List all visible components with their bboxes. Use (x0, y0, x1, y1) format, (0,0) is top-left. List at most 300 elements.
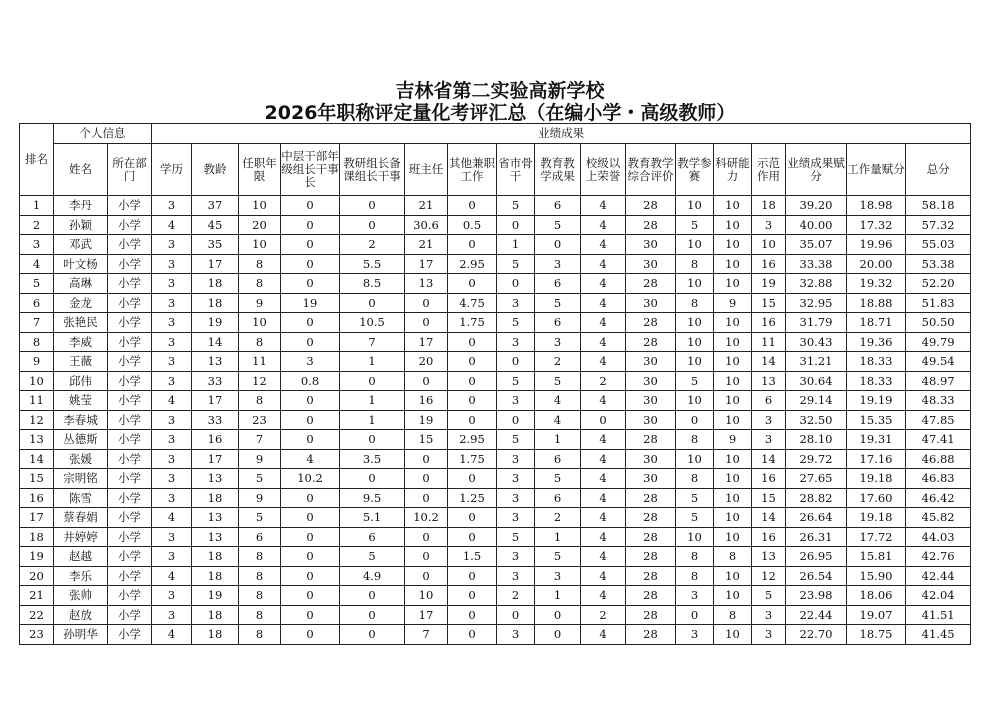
table-row (20, 527, 971, 547)
cell-other-duties: 0 (448, 410, 497, 430)
cell-workload-score: 19.36 (847, 332, 906, 352)
cell-competition: 10 (676, 352, 714, 372)
cell-research: 10 (714, 625, 752, 645)
cell-other-duties: 0 (448, 391, 497, 411)
cell-evaluation: 28 (626, 488, 676, 508)
cell-backbone: 3 (497, 293, 535, 313)
cell-total: 42.04 (906, 586, 971, 606)
cell-backbone: 3 (497, 566, 535, 586)
cell-education: 4 (152, 391, 192, 411)
cell-total: 58.18 (906, 196, 971, 216)
cell-education: 3 (152, 488, 192, 508)
cell-dept: 小学 (108, 449, 152, 469)
cell-dept: 小学 (108, 215, 152, 235)
cell-honors: 4 (581, 352, 626, 372)
cell-research-leader: 0 (340, 469, 405, 489)
cell-teaching-years: 45 (192, 215, 239, 235)
cell-teaching-years: 17 (192, 254, 239, 274)
cell-teaching-results: 0 (535, 605, 581, 625)
cell-rank: 8 (20, 332, 54, 352)
cell-research: 10 (714, 215, 752, 235)
cell-tenure: 8 (239, 254, 281, 274)
cell-competition: 10 (676, 527, 714, 547)
cell-competition: 0 (676, 605, 714, 625)
cell-tenure: 10 (239, 235, 281, 255)
cell-name: 赵放 (54, 605, 108, 625)
cell-name: 张帅 (54, 586, 108, 606)
cell-dept: 小学 (108, 625, 152, 645)
cell-tenure: 9 (239, 293, 281, 313)
cell-demonstration: 3 (752, 430, 786, 450)
cell-middle-cadre: 0 (281, 215, 340, 235)
cell-research: 10 (714, 488, 752, 508)
cell-research-leader: 1 (340, 391, 405, 411)
cell-evaluation: 28 (626, 215, 676, 235)
cell-middle-cadre: 0 (281, 527, 340, 547)
cell-honors: 4 (581, 527, 626, 547)
header-col-backbone: 省市骨干 (497, 144, 535, 196)
cell-total: 48.33 (906, 391, 971, 411)
cell-tenure: 6 (239, 527, 281, 547)
cell-dept: 小学 (108, 605, 152, 625)
cell-competition: 8 (676, 547, 714, 567)
cell-research: 10 (714, 196, 752, 216)
cell-demonstration: 14 (752, 352, 786, 372)
header-col-research: 科研能力 (714, 144, 752, 196)
cell-head-teacher: 0 (405, 313, 448, 333)
cell-rank: 11 (20, 391, 54, 411)
cell-teaching-years: 13 (192, 352, 239, 372)
cell-evaluation: 30 (626, 449, 676, 469)
cell-results-score: 29.72 (786, 449, 847, 469)
cell-rank: 6 (20, 293, 54, 313)
cell-total: 55.03 (906, 235, 971, 255)
cell-research-leader: 0 (340, 430, 405, 450)
table-row (20, 254, 971, 274)
cell-rank: 9 (20, 352, 54, 372)
cell-teaching-years: 16 (192, 430, 239, 450)
cell-tenure: 8 (239, 547, 281, 567)
cell-middle-cadre: 0 (281, 488, 340, 508)
cell-total: 57.32 (906, 215, 971, 235)
table-row (20, 215, 971, 235)
cell-education: 4 (152, 566, 192, 586)
cell-backbone: 3 (497, 391, 535, 411)
cell-results-score: 33.38 (786, 254, 847, 274)
cell-workload-score: 18.71 (847, 313, 906, 333)
cell-name: 井婷婷 (54, 527, 108, 547)
cell-education: 3 (152, 332, 192, 352)
cell-education: 3 (152, 274, 192, 294)
cell-backbone: 3 (497, 469, 535, 489)
cell-head-teacher: 0 (405, 488, 448, 508)
cell-workload-score: 18.75 (847, 625, 906, 645)
cell-education: 4 (152, 215, 192, 235)
cell-teaching-years: 14 (192, 332, 239, 352)
cell-education: 3 (152, 469, 192, 489)
cell-backbone: 0 (497, 215, 535, 235)
cell-education: 3 (152, 293, 192, 313)
cell-dept: 小学 (108, 430, 152, 450)
cell-demonstration: 16 (752, 527, 786, 547)
cell-evaluation: 30 (626, 235, 676, 255)
cell-evaluation: 28 (626, 332, 676, 352)
cell-education: 3 (152, 430, 192, 450)
document-subtitle: 2026年职称评定量化考评汇总（在编小学・高级教师） (264, 102, 736, 124)
cell-results-score: 26.64 (786, 508, 847, 528)
cell-research: 9 (714, 293, 752, 313)
cell-research-leader: 0 (340, 605, 405, 625)
cell-results-score: 32.95 (786, 293, 847, 313)
cell-research-leader: 0 (340, 196, 405, 216)
cell-workload-score: 15.90 (847, 566, 906, 586)
cell-middle-cadre: 3 (281, 352, 340, 372)
cell-research-leader: 5.5 (340, 254, 405, 274)
cell-dept: 小学 (108, 313, 152, 333)
cell-education: 3 (152, 235, 192, 255)
cell-backbone: 3 (497, 449, 535, 469)
cell-research: 10 (714, 332, 752, 352)
cell-name: 孙颖 (54, 215, 108, 235)
cell-teaching-years: 19 (192, 313, 239, 333)
cell-research-leader: 2 (340, 235, 405, 255)
cell-tenure: 23 (239, 410, 281, 430)
cell-teaching-results: 6 (535, 196, 581, 216)
cell-teaching-years: 19 (192, 586, 239, 606)
cell-tenure: 8 (239, 566, 281, 586)
cell-other-duties: 0 (448, 508, 497, 528)
header-col-demonstration: 示范作用 (752, 144, 786, 196)
cell-results-score: 35.07 (786, 235, 847, 255)
cell-honors: 4 (581, 274, 626, 294)
cell-evaluation: 28 (626, 508, 676, 528)
cell-other-duties: 0 (448, 332, 497, 352)
header-col-name: 姓名 (54, 144, 108, 196)
cell-name: 邱伟 (54, 371, 108, 391)
cell-workload-score: 19.07 (847, 605, 906, 625)
cell-workload-score: 20.00 (847, 254, 906, 274)
cell-rank: 12 (20, 410, 54, 430)
cell-results-score: 26.54 (786, 566, 847, 586)
cell-research-leader: 5.1 (340, 508, 405, 528)
cell-rank: 17 (20, 508, 54, 528)
cell-backbone: 3 (497, 332, 535, 352)
cell-rank: 23 (20, 625, 54, 645)
cell-backbone: 0 (497, 274, 535, 294)
cell-teaching-years: 18 (192, 566, 239, 586)
cell-demonstration: 14 (752, 449, 786, 469)
cell-results-score: 29.14 (786, 391, 847, 411)
cell-competition: 8 (676, 566, 714, 586)
cell-evaluation: 28 (626, 527, 676, 547)
cell-dept: 小学 (108, 527, 152, 547)
cell-research-leader: 3.5 (340, 449, 405, 469)
cell-tenure: 9 (239, 488, 281, 508)
cell-middle-cadre: 0 (281, 391, 340, 411)
document-title: 吉林省第二实验高新学校 (395, 80, 605, 102)
cell-total: 47.41 (906, 430, 971, 450)
cell-rank: 22 (20, 605, 54, 625)
cell-demonstration: 3 (752, 605, 786, 625)
cell-results-score: 32.88 (786, 274, 847, 294)
cell-middle-cadre: 4 (281, 449, 340, 469)
cell-tenure: 8 (239, 586, 281, 606)
cell-total: 46.42 (906, 488, 971, 508)
header-col-honors: 校级以上荣誉 (581, 144, 626, 196)
cell-honors: 4 (581, 235, 626, 255)
cell-teaching-years: 18 (192, 605, 239, 625)
cell-total: 41.45 (906, 625, 971, 645)
cell-demonstration: 6 (752, 391, 786, 411)
cell-middle-cadre: 19 (281, 293, 340, 313)
cell-dept: 小学 (108, 293, 152, 313)
cell-name: 叶文杨 (54, 254, 108, 274)
cell-total: 49.54 (906, 352, 971, 372)
cell-honors: 4 (581, 332, 626, 352)
cell-results-score: 31.21 (786, 352, 847, 372)
cell-name: 金龙 (54, 293, 108, 313)
cell-research-leader: 5 (340, 547, 405, 567)
cell-total: 42.44 (906, 566, 971, 586)
cell-rank: 7 (20, 313, 54, 333)
cell-backbone: 0 (497, 352, 535, 372)
cell-other-duties: 2.95 (448, 430, 497, 450)
header-col-other-duties: 其他兼职工作 (448, 144, 497, 196)
cell-education: 3 (152, 352, 192, 372)
cell-backbone: 5 (497, 527, 535, 547)
cell-backbone: 5 (497, 254, 535, 274)
cell-other-duties: 0 (448, 352, 497, 372)
cell-workload-score: 19.96 (847, 235, 906, 255)
cell-evaluation: 30 (626, 469, 676, 489)
cell-research: 10 (714, 527, 752, 547)
cell-honors: 4 (581, 449, 626, 469)
cell-results-score: 39.20 (786, 196, 847, 216)
cell-research-leader: 8.5 (340, 274, 405, 294)
cell-backbone: 2 (497, 586, 535, 606)
cell-teaching-years: 35 (192, 235, 239, 255)
cell-research: 9 (714, 430, 752, 450)
cell-teaching-results: 5 (535, 371, 581, 391)
cell-name: 张媛 (54, 449, 108, 469)
cell-competition: 5 (676, 371, 714, 391)
cell-teaching-results: 2 (535, 352, 581, 372)
cell-name: 高琳 (54, 274, 108, 294)
table-row (20, 625, 971, 645)
cell-research: 8 (714, 605, 752, 625)
cell-backbone: 0 (497, 605, 535, 625)
cell-other-duties: 4.75 (448, 293, 497, 313)
cell-evaluation: 30 (626, 410, 676, 430)
cell-backbone: 3 (497, 488, 535, 508)
cell-demonstration: 16 (752, 313, 786, 333)
cell-workload-score: 18.33 (847, 371, 906, 391)
cell-evaluation: 28 (626, 196, 676, 216)
cell-other-duties: 1.25 (448, 488, 497, 508)
cell-honors: 4 (581, 547, 626, 567)
cell-competition: 3 (676, 586, 714, 606)
cell-evaluation: 28 (626, 430, 676, 450)
cell-dept: 小学 (108, 488, 152, 508)
cell-backbone: 5 (497, 430, 535, 450)
cell-research: 10 (714, 235, 752, 255)
cell-results-score: 30.64 (786, 371, 847, 391)
cell-teaching-years: 18 (192, 488, 239, 508)
cell-head-teacher: 0 (405, 566, 448, 586)
cell-honors: 0 (581, 410, 626, 430)
score-table (19, 123, 971, 645)
cell-research: 10 (714, 391, 752, 411)
cell-demonstration: 13 (752, 371, 786, 391)
cell-other-duties: 1.5 (448, 547, 497, 567)
cell-teaching-years: 18 (192, 547, 239, 567)
cell-teaching-results: 6 (535, 488, 581, 508)
cell-workload-score: 19.18 (847, 508, 906, 528)
cell-dept: 小学 (108, 332, 152, 352)
cell-other-duties: 0 (448, 605, 497, 625)
cell-tenure: 5 (239, 469, 281, 489)
cell-rank: 5 (20, 274, 54, 294)
cell-rank: 3 (20, 235, 54, 255)
cell-workload-score: 19.32 (847, 274, 906, 294)
cell-education: 3 (152, 410, 192, 430)
cell-name: 邓武 (54, 235, 108, 255)
cell-other-duties: 0 (448, 527, 497, 547)
cell-evaluation: 28 (626, 625, 676, 645)
cell-other-duties: 0 (448, 196, 497, 216)
cell-demonstration: 18 (752, 196, 786, 216)
cell-teaching-years: 18 (192, 274, 239, 294)
cell-backbone: 5 (497, 196, 535, 216)
cell-education: 3 (152, 449, 192, 469)
cell-results-score: 22.70 (786, 625, 847, 645)
cell-research: 10 (714, 566, 752, 586)
cell-head-teacher: 16 (405, 391, 448, 411)
cell-teaching-results: 5 (535, 547, 581, 567)
cell-honors: 4 (581, 566, 626, 586)
cell-teaching-results: 3 (535, 332, 581, 352)
header-col-middle-cadre: 中层干部年级组长干事长 (281, 144, 340, 196)
cell-tenure: 5 (239, 508, 281, 528)
cell-teaching-results: 6 (535, 449, 581, 469)
cell-dept: 小学 (108, 235, 152, 255)
cell-rank: 20 (20, 566, 54, 586)
cell-demonstration: 15 (752, 293, 786, 313)
cell-total: 49.79 (906, 332, 971, 352)
cell-demonstration: 5 (752, 586, 786, 606)
cell-teaching-years: 33 (192, 410, 239, 430)
cell-demonstration: 13 (752, 547, 786, 567)
cell-education: 3 (152, 313, 192, 333)
header-col-tenure: 任职年限 (239, 144, 281, 196)
cell-teaching-results: 3 (535, 566, 581, 586)
cell-competition: 3 (676, 625, 714, 645)
header-col-teaching-years: 教龄 (192, 144, 239, 196)
cell-teaching-results: 6 (535, 313, 581, 333)
header-col-dept: 所在部门 (108, 144, 152, 196)
cell-research: 10 (714, 586, 752, 606)
cell-middle-cadre: 0.8 (281, 371, 340, 391)
cell-other-duties: 0 (448, 235, 497, 255)
table-row (20, 410, 971, 430)
cell-middle-cadre: 0 (281, 586, 340, 606)
cell-research: 8 (714, 547, 752, 567)
cell-name: 蔡春娟 (54, 508, 108, 528)
cell-teaching-years: 13 (192, 508, 239, 528)
cell-teaching-years: 17 (192, 391, 239, 411)
cell-rank: 1 (20, 196, 54, 216)
cell-head-teacher: 7 (405, 625, 448, 645)
header-col-results-score: 业绩成果赋分 (786, 144, 847, 196)
cell-other-duties: 1.75 (448, 449, 497, 469)
cell-education: 3 (152, 605, 192, 625)
table-body (20, 196, 971, 645)
cell-head-teacher: 0 (405, 469, 448, 489)
cell-head-teacher: 10.2 (405, 508, 448, 528)
cell-research: 10 (714, 449, 752, 469)
cell-results-score: 40.00 (786, 215, 847, 235)
cell-head-teacher: 0 (405, 547, 448, 567)
cell-head-teacher: 0 (405, 527, 448, 547)
cell-research-leader: 1 (340, 410, 405, 430)
cell-name: 李春城 (54, 410, 108, 430)
cell-tenure: 8 (239, 625, 281, 645)
cell-demonstration: 19 (752, 274, 786, 294)
header-col-teaching-results: 教育教学成果 (535, 144, 581, 196)
cell-results-score: 28.82 (786, 488, 847, 508)
cell-rank: 19 (20, 547, 54, 567)
cell-name: 陈雪 (54, 488, 108, 508)
cell-results-score: 26.31 (786, 527, 847, 547)
cell-honors: 4 (581, 430, 626, 450)
cell-research-leader: 0 (340, 293, 405, 313)
header-col-education: 学历 (152, 144, 192, 196)
cell-dept: 小学 (108, 566, 152, 586)
cell-dept: 小学 (108, 371, 152, 391)
cell-tenure: 12 (239, 371, 281, 391)
cell-demonstration: 15 (752, 488, 786, 508)
cell-other-duties: 1.75 (448, 313, 497, 333)
cell-evaluation: 30 (626, 391, 676, 411)
cell-honors: 4 (581, 625, 626, 645)
cell-competition: 5 (676, 215, 714, 235)
cell-demonstration: 14 (752, 508, 786, 528)
cell-head-teacher: 21 (405, 235, 448, 255)
cell-head-teacher: 19 (405, 410, 448, 430)
cell-honors: 4 (581, 293, 626, 313)
cell-evaluation: 30 (626, 293, 676, 313)
cell-teaching-years: 18 (192, 293, 239, 313)
cell-competition: 10 (676, 196, 714, 216)
cell-research-leader: 1 (340, 352, 405, 372)
cell-head-teacher: 15 (405, 430, 448, 450)
cell-results-score: 22.44 (786, 605, 847, 625)
cell-demonstration: 16 (752, 254, 786, 274)
cell-workload-score: 18.88 (847, 293, 906, 313)
cell-evaluation: 28 (626, 586, 676, 606)
cell-workload-score: 15.35 (847, 410, 906, 430)
cell-research-leader: 0 (340, 625, 405, 645)
cell-head-teacher: 0 (405, 293, 448, 313)
cell-other-duties: 0 (448, 371, 497, 391)
cell-teaching-years: 18 (192, 625, 239, 645)
cell-results-score: 27.65 (786, 469, 847, 489)
table-row (20, 488, 971, 508)
cell-competition: 0 (676, 410, 714, 430)
cell-teaching-results: 0 (535, 235, 581, 255)
table-row (20, 196, 971, 216)
cell-rank: 18 (20, 527, 54, 547)
